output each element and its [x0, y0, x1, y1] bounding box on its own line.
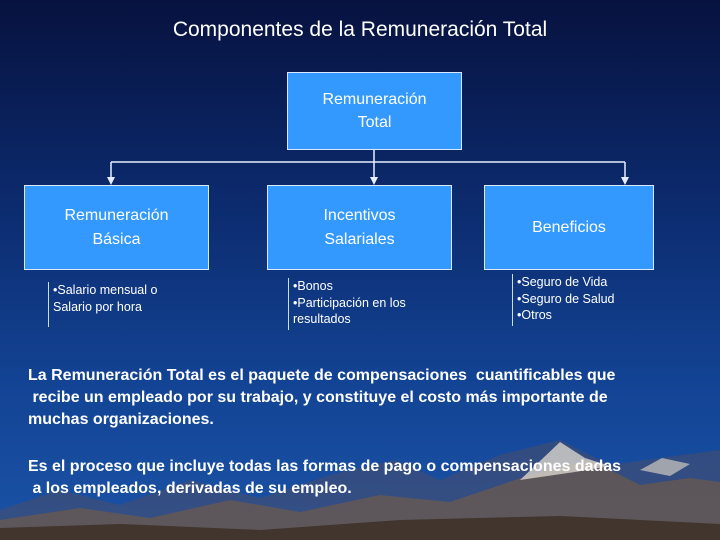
- box-remuneracion-basica: [24, 185, 209, 270]
- paragraph-line: a los empleados, derivadas de su empleo.: [28, 480, 352, 497]
- box-label: Incentivos Salariales: [323, 207, 396, 248]
- box-label: Remuneración Básica: [64, 207, 169, 248]
- box-beneficios: [484, 185, 654, 270]
- paragraph-line: muchas organizaciones.: [28, 411, 214, 428]
- list-item: •Participación en los: [293, 295, 406, 310]
- paragraph-process: [28, 456, 703, 500]
- list-item: Salario por hora: [53, 299, 142, 314]
- box-incentivos-salariales: [267, 185, 452, 270]
- paragraph-line: recibe un empleado por su trabajo, y constituye el costo más importante de: [28, 389, 608, 406]
- box-label: Beneficios: [532, 218, 606, 236]
- list-item: •Seguro de Salud: [517, 291, 615, 306]
- list-item: resultados: [293, 312, 351, 327]
- paragraph-line: La Remuneración Total es el paquete de compensaciones cuantificables que: [28, 367, 616, 384]
- list-item: •Bonos: [293, 279, 333, 293]
- list-item: •Salario mensual o: [53, 283, 158, 297]
- list-item: •Otros: [517, 308, 552, 323]
- list-remuneracion-basica: [48, 282, 218, 327]
- list-incentivos-salariales: [288, 278, 458, 330]
- root-box-remuneracion-total: [287, 72, 462, 150]
- paragraph-definition: [28, 365, 703, 431]
- slide-title: Componentes de la Remuneración Total: [172, 18, 548, 41]
- root-box-label: Remuneración Total: [322, 90, 427, 131]
- list-beneficios: [512, 274, 682, 326]
- paragraph-line: Es el proceso que incluye todas las formas de pago o compensaciones dadas: [28, 458, 622, 475]
- list-item: •Seguro de Vida: [517, 275, 608, 289]
